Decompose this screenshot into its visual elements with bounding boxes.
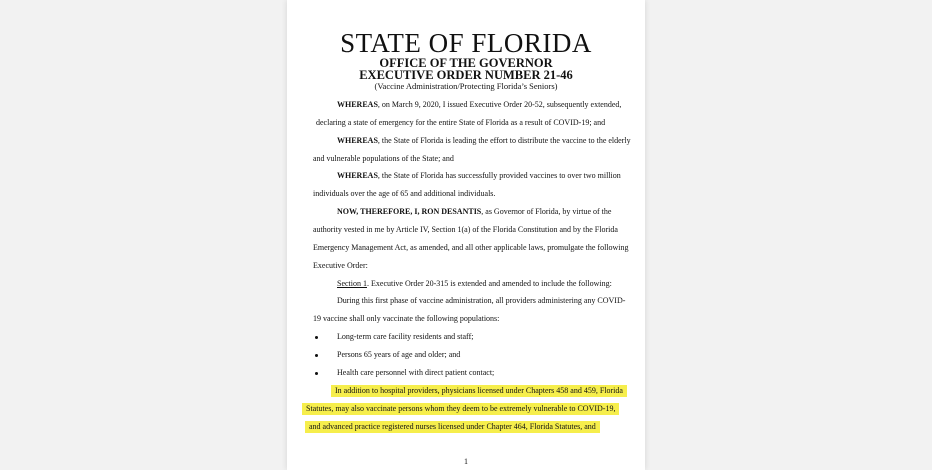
now-therefore-text: , as Governor of Florida, by virtue of the	[481, 207, 612, 216]
order-heading: EXECUTIVE ORDER NUMBER 21-46	[359, 68, 573, 82]
bullet-dot-1	[315, 336, 318, 339]
phase-line-2: 19 vaccine shall only vaccinate the following populations:	[313, 314, 500, 323]
whereas-2-cont: and vulnerable populations of the State; and	[313, 154, 454, 163]
whereas-1-text: , on March 9, 2020, I issued Executive Order 20-52, subsequently extended,	[377, 100, 622, 109]
section-1-line	[337, 279, 612, 289]
whereas-1-cont: declaring a state of emergency for the entire State of Florida as a result of COVID-19; and	[316, 118, 606, 127]
whereas-3-cont: individuals over the age of 65 and additional individuals.	[313, 189, 496, 198]
phase-line-1: During this first phase of vaccine administration, all providers administering any COVID-	[337, 296, 626, 305]
whereas-1-lead: WHEREAS	[337, 100, 378, 109]
bullet-dot-2	[315, 354, 318, 357]
left-background	[0, 0, 287, 470]
whereas-3-lead: WHEREAS	[337, 171, 378, 180]
bullet-item-2: Persons 65 years of age and older; and	[337, 350, 461, 359]
now-therefore-cont-2: Emergency Management Act, as amended, and all other applicable laws, promulgate the following	[313, 243, 629, 252]
bullet-dot-3	[315, 372, 318, 375]
right-background	[645, 0, 932, 470]
whereas-2-line	[337, 136, 631, 146]
section-1-label: Section 1	[337, 279, 367, 288]
highlighted-line-3: and advanced practice registered nurses licensed under Chapter 464, Florida Statutes, and	[305, 421, 600, 433]
section-1-text: . Executive Order 20-315 is extended and amended to include the following:	[367, 279, 612, 288]
highlighted-line-1: In addition to hospital providers, physicians licensed under Chapters 458 and 459, Florida	[331, 385, 627, 397]
whereas-1-line	[337, 100, 621, 110]
now-therefore-lead: NOW, THEREFORE, I, RON DESANTIS	[337, 207, 482, 216]
page-number: 1	[464, 457, 468, 466]
now-therefore-line	[337, 207, 611, 217]
now-therefore-cont-3: Executive Order:	[313, 261, 368, 270]
whereas-2-lead: WHEREAS	[337, 136, 378, 145]
order-subtitle: (Vaccine Administration/Protecting Florida’s Seniors)	[374, 81, 558, 91]
whereas-2-text: , the State of Florida is leading the effort to distribute the vaccine to the elderly	[377, 136, 631, 145]
now-therefore-cont-1: authority vested in me by Article IV, Section 1(a) of the Florida Constitution and by the Florida	[313, 225, 618, 234]
whereas-3-line	[337, 171, 621, 181]
bullet-item-1: Long-term care facility residents and staff;	[337, 332, 474, 341]
document-page	[287, 0, 645, 470]
highlighted-line-2: Statutes, may also vaccinate persons whom they deem to be extremely vulnerable to COVID-19,	[302, 403, 619, 415]
bullet-item-3: Health care personnel with direct patient contact;	[337, 368, 495, 377]
whereas-3-text: , the State of Florida has successfully provided vaccines to over two million	[377, 171, 621, 180]
document-title: STATE OF FLORIDA	[340, 28, 592, 58]
office-heading: OFFICE OF THE GOVERNOR	[379, 56, 553, 70]
